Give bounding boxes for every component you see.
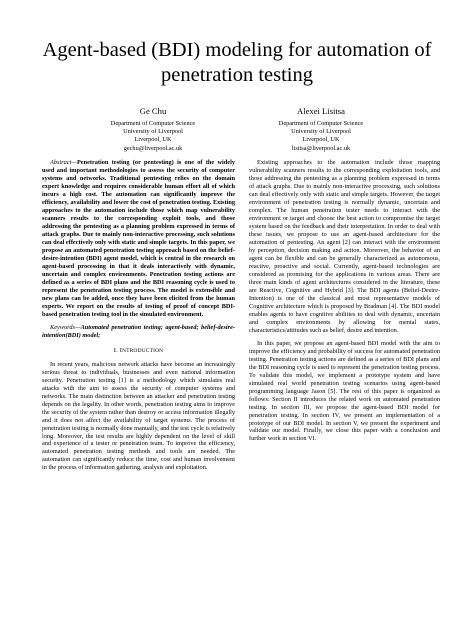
right-column [249,159,440,443]
author-name: Ge Chu [139,106,167,116]
author-institution: University of Liverpool [291,128,351,136]
section-title-initial: I [119,346,123,354]
author-institution: University of Liverpool [123,128,183,136]
author-location: Liverpool, UK [302,136,340,144]
body-paragraph: Existing approaches to the automation include those mapping vulnerability scanners results to the corresponding exploitation tools, and those addressing the pentesting as a planning problem expressed in terms of attack graphs. Due to mainly non-interactive processing, such solutions can deal effectively only with static and simple targets. However, the target environment of penetration testing is normally dynamic, uncertain and complex. The human penetration tester needs to interact with the environment or target and choose the best action to compromise the target system based on the feedback and their interpretation. In order to deal with these issues, we propose to use an agent-based architecture for the automation of pentesting. An agent [2] can interact with the environment by perception, decision making and action. Moreover, the behavior of an agent can be flexible and can be generally characterized as autonomous, reactive, proactive and social. Currently, agent-based technologies are considered as promising for the applications in various areas. There are three main kinds of agent architectures considered in the literature, these are Reactive, Cognitive and Hybrid [3]. The BDI agents (Belief-Desire-Intention) is one of the classical and most representative models of Cognitive architecture which is proposed by Bradman [4]. The BDI model enables agents to have cognitive abilities to deal with dynamic, uncertain and complex environments by allowing for mental states, characteristics/attitudes such as belief, desire and intention. [249,159,440,334]
author-email: gechu@liverpool.ac.uk [123,144,183,152]
section-heading-introduction [42,347,235,356]
keywords-text: Automated penetration testing; agent-based; belief-desire-intention(BDI) model; [42,323,235,339]
abstract-text: Penetration testing (or pentesting) is one of the widely used and important methodologies to assess the security of computer systems and networks. Traditional pentesting relies on the domain expert knowledge and requires considerable human effort all of which incurs a high cost. The automation can significantly improve the efficiency, availability and lower the cost of penetration testing. Existing approaches to the automation include those which map vulnerability scanners results to the corresponding exploit tools, and those addressing the pentesting as a planning problem expressed in terms of attack graphs. Due to mainly non-interactive processing, such solutions can deal effectively only with static and simple targets. In this paper, we propose an automated penetration testing approach based on the belief-desire-intention (BDI) agent model, which is central in the research on agent-based processing in that it deals interactively with dynamic, uncertain and complex environments. Penetration testing actions are defined as a series of BDI plans and the BDI reasoning cycle is used to represent the penetration testing process. The model is extensible and new plans can be added, once they have been elicited from the human experts. We report on the results of testing of proof of concept BDI-based penetration testing tool in the simulated environment. [42,159,235,318]
author-department: Department of Computer Science [110,120,196,127]
body-paragraph: In this paper, we propose an agent-based BDI model with the aim to improve the efficiency and probability of success for automated penetration testing. Penetration testing actions are defined as a series of BDI plans and the BDI reasoning cycle is used to represent the penetration testing process. To validate this model, we implement a prototype system and have simulated real world penetration testing scenarios using agent-based programming language Jason [5]. The rest of this paper is organized as follows: Section II introduces the related work on automated penetration testing. In section III, we propose the agent-based BDI model for penetration testing. In section IV, we present an implementation of a prototype of our BDI model. In section V, we present the experiment and validate our model. Finally, we close this paper with a conclusion and further work in section VI. [249,339,440,443]
section-title-rest: NTRODUCTION [122,347,164,354]
author-email: lisitsa@liverpool.ac.uk [291,144,351,152]
body-paragraph: In recent years, malicious network attacks have become an increasingly serious threat to individuals, businesses and even national information security. Penetration testing [1] is a methodology which simulates real attacks with the aim to assess the security of computer systems and networks. The main distinction between an attacker and penetration testing depends on the legality. In other words, penetration testing aims to improve the security of the system rather than destroy or access information illegally and it does not affect the availability of target systems. The process of penetration testing is normally done manually, and the test cycle is relatively long. Moreover, the test results are highly dependent on the level of skill and experience of a tester or penetration team. To improve the efficiency, automated penetration testing methods and tools are needed. The automation can significantly reduce the time, cost and human involvement in the process of information gathering, analysis and exploitation. [42,360,235,472]
left-column [42,159,235,472]
author-block-2 [246,106,396,153]
author-location: Liverpool, UK [134,136,172,144]
keywords-label: Keywords [50,323,75,331]
abstract-label: Abstract [50,159,72,166]
author-block-1 [78,106,228,153]
author-department: Department of Computer Science [278,120,364,127]
paper-title: Agent-based (BDI) modeling for automation of penetration testing [42,39,432,86]
keywords: Keywords—Automated penetration testing; agent-based; belief-desire-intention(BDI) model; [42,323,235,339]
abstract: Abstract—Penetration testing (or pentesting) is one of the widely used and important methodologies to assess the security of computer systems and networks. Traditional pentesting relies on the domain expert knowledge and requires considerable human effort all of which incurs a high cost. The automation can significantly improve the efficiency, availability and lower the cost of penetration testing. Existing approaches to the automation include those which map vulnerability scanners results to the corresponding exploit tools, and those addressing the pentesting as a planning problem expressed in terms of attack graphs. Due to mainly non-interactive processing, such solutions can deal effectively only with static and simple targets. In this paper, we propose an automated penetration testing approach based on the belief-desire-intention (BDI) agent model, which is central in the research on agent-based processing in that it deals interactively with dynamic, uncertain and complex environments. Penetration testing actions are defined as a series of BDI plans and the BDI reasoning cycle is used to represent the penetration testing process. The model is extensible and new plans can be added, once they have been elicited from the human experts. We report on the results of testing of proof of concept BDI-based penetration testing tool in the simulated environment. [42,159,235,318]
author-name: Alexei Lisitsa [297,106,345,116]
section-numeral: I. [113,346,118,354]
